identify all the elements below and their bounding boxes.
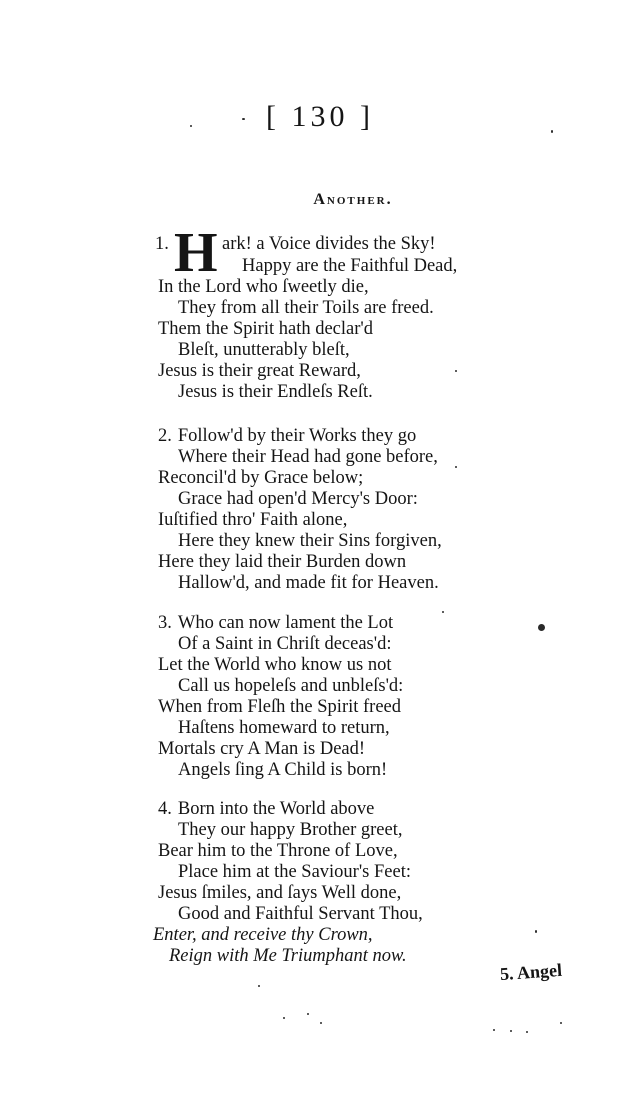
verse-text: Who can now lament the Lot: [177, 613, 394, 633]
verse-line: [158, 612, 393, 634]
verse-line: When from Fleſh the Spirit freed: [158, 697, 402, 717]
verse-line: Happy are the Faithful Dead,: [242, 256, 458, 276]
verse-line: Reconcil'd by Grace below;: [158, 468, 364, 488]
verse-line: Them the Spirit hath declar'd: [158, 319, 373, 339]
verse-line: Enter, and receive thy Crown,: [153, 925, 373, 945]
verse-line: They our happy Brother greet,: [178, 820, 403, 840]
verse-line: Mortals cry A Man is Dead!: [158, 739, 366, 759]
verse-line: Where their Head had gone before,: [178, 447, 438, 467]
drop-cap: H: [174, 222, 218, 284]
verse-line: Grace had open'd Mercy's Door:: [178, 489, 418, 509]
verse-line: Here they laid their Burden down: [158, 552, 407, 572]
stanza-number: 4.: [158, 799, 172, 819]
verse-line: Angels ſing A Child is born!: [178, 760, 388, 780]
verse-line: ark! a Voice divides the Sky!: [222, 234, 436, 254]
verse-line: Iuſtified thro' Faith alone,: [158, 510, 348, 530]
stanza-number: 3.: [158, 613, 172, 633]
verse-line: Reign with Me Triumphant now.: [169, 946, 407, 966]
verse-line: Haſtens homeward to return,: [178, 718, 390, 738]
verse-line: Bleſt, unutterably bleſt,: [178, 340, 350, 360]
verse-line: Here they knew their Sins forgiven,: [178, 531, 442, 551]
verse-line: Hallow'd, and made fit for Heaven.: [178, 573, 439, 593]
verse-line: Of a Saint in Chriſt deceas'd:: [178, 634, 392, 654]
verse-line: Place him at the Saviour's Feet:: [178, 862, 411, 882]
verse-text: Follow'd by their Works they go: [177, 426, 417, 446]
verse-line: [158, 798, 374, 820]
verse-line: Bear him to the Throne of Love,: [158, 841, 398, 861]
page-number: [ 130 ]: [266, 100, 374, 133]
catchword: 5. Angel: [499, 959, 563, 985]
stanza-number: 2.: [158, 426, 172, 446]
verse-line: Good and Faithful Servant Thou,: [178, 904, 423, 924]
hymn-title: Another.: [313, 191, 393, 208]
verse-line: Let the World who know us not: [158, 655, 392, 675]
verse-line: Call us hopeleſs and unbleſs'd:: [178, 676, 404, 696]
verse-line: They from all their Toils are freed.: [178, 298, 434, 318]
verse-line: Jesus ſmiles, and ſays Well done,: [158, 883, 402, 903]
verse-text: Born into the World above: [177, 799, 375, 819]
verse-line: Jesus is their Endleſs Reſt.: [178, 382, 373, 402]
verse-line: [158, 425, 416, 447]
verse-line: Jesus is their great Reward,: [158, 361, 361, 381]
verse-line: In the Lord who ſweetly die,: [158, 277, 369, 297]
stanza-number: 1.: [155, 234, 169, 254]
